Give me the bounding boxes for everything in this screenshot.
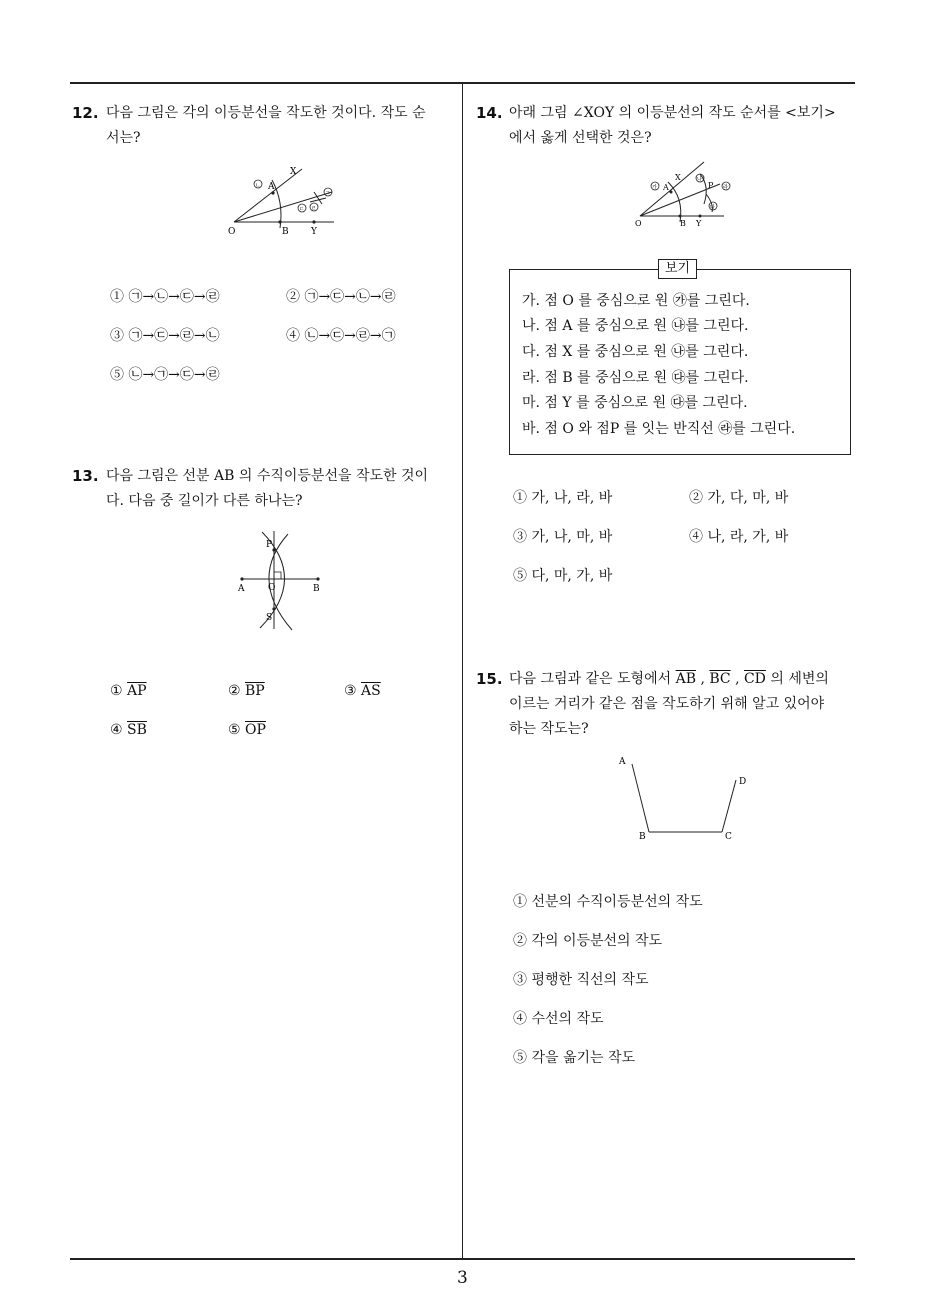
q13-number: 13. xyxy=(72,467,99,485)
q13-figure xyxy=(232,526,332,636)
q13-option-3[interactable] xyxy=(344,683,381,699)
q15-text-pre: 다음 그림과 같은 도형에서 xyxy=(509,671,672,687)
q13-point-b xyxy=(316,577,319,580)
q12-label-c1: ㄱ xyxy=(325,191,331,197)
q14-option-4[interactable]: ④ 나, 라, 가, 바 xyxy=(689,529,789,545)
q13-text-line2: 다. 다음 중 길이가 다른 하나는? xyxy=(106,493,303,509)
q13-label-p: P xyxy=(266,540,273,550)
q14-figure xyxy=(632,158,742,233)
q15-text xyxy=(509,667,829,742)
q14-label-x: X xyxy=(675,173,681,182)
bogi-line-6: 바. 점 O 와 점P 를 잇는 반직선 ㉱를 그린다. xyxy=(522,421,796,437)
q13-option-2[interactable] xyxy=(228,683,265,699)
q14-number: 14. xyxy=(476,104,503,122)
q15-seg-bc: $\overline{BC}$ xyxy=(709,671,731,687)
q14-point-a xyxy=(670,191,673,194)
q14-option-2[interactable]: ② 가, 다, 마, 바 xyxy=(689,490,789,506)
q15-seg-ab: $\overline{AB}$ xyxy=(675,671,696,687)
q15-text-line3: 하는 작도는? xyxy=(509,721,589,737)
q14-point-b xyxy=(679,215,682,218)
q12-number: 12. xyxy=(72,104,99,122)
q14-ray-ox xyxy=(640,162,704,216)
q15-label-c: C xyxy=(725,832,732,842)
q15-label-d: D xyxy=(739,777,747,787)
q12-arc-small1 xyxy=(314,192,322,204)
q12-label-a: A xyxy=(268,182,275,192)
q14-label-ga: 가 xyxy=(652,184,657,191)
q15-text-line1 xyxy=(509,667,829,692)
q15-label-a: A xyxy=(619,757,626,767)
q14-label-o: O xyxy=(635,219,642,228)
q13-right-angle-mark xyxy=(274,572,281,579)
q12-option-3[interactable]: ③ ㉠→㉢→㉣→㉡ xyxy=(110,328,220,344)
bogi-line-5: 마. 점 Y 를 중심으로 원 ㉰를 그린다. xyxy=(522,395,748,411)
q14-option-1[interactable]: ① 가, 나, 라, 바 xyxy=(513,490,613,506)
q12-option-2[interactable]: ② ㉠→㉢→㉡→㉣ xyxy=(286,289,396,305)
q12-label-o: O xyxy=(228,227,236,237)
q14-label-p: P xyxy=(708,181,714,190)
q13-label-s: S xyxy=(266,613,273,623)
q14-text-line2: 에서 옳게 선택한 것은? xyxy=(509,130,652,146)
q15-option-4[interactable]: ④ 수선의 작도 xyxy=(513,1011,604,1027)
q15-option-5[interactable]: ⑤ 각을 옮기는 작도 xyxy=(513,1050,636,1066)
q12-option-4[interactable]: ④ ㉡→㉢→㉣→㉠ xyxy=(286,328,396,344)
q13-option-2-seg: $\overline{BP}$ xyxy=(245,683,265,699)
q14-label-b: B xyxy=(680,219,686,228)
q12-text-line2: 서는? xyxy=(106,130,141,146)
q12-point-y xyxy=(312,220,315,223)
column-divider xyxy=(462,83,463,1259)
q12-label-x: X xyxy=(290,167,297,177)
q14-text-line1: 아래 그림 ∠XOY 의 이등분선의 작도 순서를 <보기> xyxy=(509,105,836,121)
q13-point-p xyxy=(272,548,275,551)
bogi-line-2: 나. 점 A 를 중심으로 원 ㉯를 그린다. xyxy=(522,318,749,334)
q12-label-y: Y xyxy=(311,227,317,237)
q15-segment-ab xyxy=(632,764,649,832)
q12-text-line1: 다음 그림은 각의 이등분선을 작도한 것이다. 작도 순 xyxy=(106,105,426,121)
q14-label-a: A xyxy=(663,183,669,192)
q14-label-na: 나 xyxy=(697,176,702,183)
q15-option-2[interactable]: ② 각의 이등분선의 작도 xyxy=(513,933,663,949)
q15-option-3[interactable]: ③ 평행한 직선의 작도 xyxy=(513,972,649,988)
q13-option-5[interactable] xyxy=(228,722,266,738)
q14-label-ra: 라 xyxy=(723,184,728,191)
q13-label-o: O xyxy=(268,583,276,593)
q13-option-4[interactable] xyxy=(110,722,147,738)
q12-label-b: B xyxy=(282,227,289,237)
q13-arc-right xyxy=(260,532,285,628)
q12-option-5[interactable]: ⑤ ㉡→㉠→㉢→㉣ xyxy=(110,367,220,383)
page-number: 3 xyxy=(457,1268,468,1288)
q12-point-b xyxy=(278,220,281,223)
q13-text-line1: 다음 그림은 선분 AB 의 수직이등분선을 작도한 것이 xyxy=(106,468,429,484)
q12-text xyxy=(106,101,426,151)
q13-option-4-seg: $\overline{SB}$ xyxy=(127,722,147,738)
bogi-title: 보기 xyxy=(658,259,697,279)
q13-arc-left xyxy=(269,534,292,630)
q14-label-y: Y xyxy=(696,219,702,228)
q14-label-da: 다 xyxy=(710,204,715,211)
q13-option-5-seg: $\overline{OP}$ xyxy=(245,722,266,738)
q15-segment-cd xyxy=(722,780,736,832)
q12-figure xyxy=(226,162,346,242)
q13-option-1-num: ① xyxy=(110,683,123,699)
q13-option-3-seg: $\overline{AS}$ xyxy=(361,683,381,699)
q15-text-line2: 이르는 거리가 같은 점을 작도하기 위해 알고 있어야 xyxy=(509,696,825,712)
q13-option-4-num: ④ xyxy=(110,722,123,738)
q15-text-post: 의 세변의 xyxy=(770,671,829,687)
q15-label-b: B xyxy=(639,832,646,842)
q12-option-1[interactable]: ① ㉠→㉡→㉢→㉣ xyxy=(110,289,220,305)
q13-label-a: A xyxy=(238,584,245,594)
bottom-rule xyxy=(70,1258,855,1260)
q12-label-c4: ㄹ xyxy=(311,206,317,212)
q12-label-c3: ㄷ xyxy=(299,207,305,213)
q13-option-3-num: ③ xyxy=(344,683,357,699)
q13-option-1[interactable] xyxy=(110,683,147,699)
q15-option-1[interactable]: ① 선분의 수직이등분선의 작도 xyxy=(513,894,703,910)
q15-comma-1: , xyxy=(700,671,705,687)
bogi-line-3: 다. 점 X 를 중심으로 원 ㉯를 그린다. xyxy=(522,344,749,360)
q15-seg-cd: $\overline{CD}$ xyxy=(743,671,766,687)
q15-figure xyxy=(614,752,754,842)
q13-point-s xyxy=(272,607,275,610)
q14-option-5[interactable]: ⑤ 다, 마, 가, 바 xyxy=(513,568,613,584)
q13-option-2-num: ② xyxy=(228,683,241,699)
q13-text xyxy=(106,464,428,514)
bogi-line-1: 가. 점 O 를 중심으로 원 ㉮를 그린다. xyxy=(522,293,750,309)
q15-comma-2: , xyxy=(735,671,740,687)
q14-option-3[interactable]: ③ 가, 나, 마, 바 xyxy=(513,529,613,545)
q15-number: 15. xyxy=(476,670,503,688)
q13-label-b: B xyxy=(313,584,320,594)
q14-point-y xyxy=(699,215,702,218)
bogi-line-4: 라. 점 B 를 중심으로 원 ㉰를 그린다. xyxy=(522,370,749,386)
q12-label-c2: ㄴ xyxy=(255,183,261,189)
q13-option-5-num: ⑤ xyxy=(228,722,241,738)
q13-point-a xyxy=(240,577,243,580)
q13-option-1-seg: $\overline{AP}$ xyxy=(127,683,147,699)
q14-text xyxy=(509,101,836,151)
